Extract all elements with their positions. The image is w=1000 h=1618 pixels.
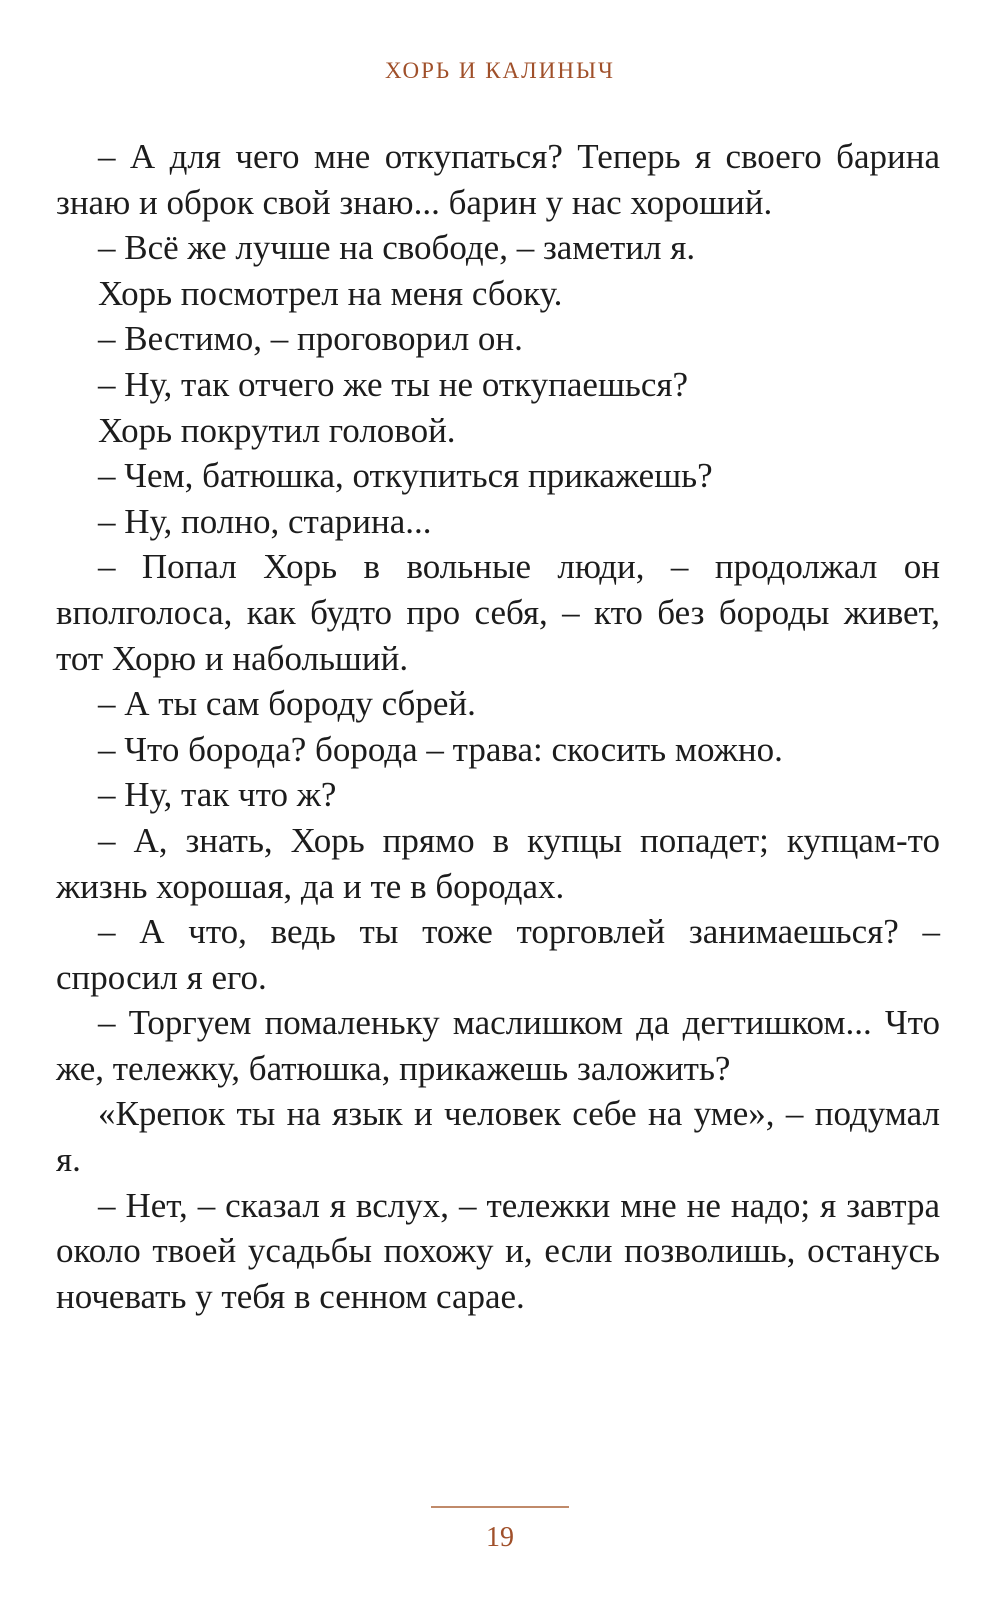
paragraph: – А для чего мне откупаться? Теперь я своего барина знаю и оброк свой знаю... барин у нас хороший. bbox=[56, 137, 940, 222]
paragraph: – Что борода? борода – трава: скосить можно. bbox=[98, 729, 783, 769]
paragraph: Хорь покрутил головой. bbox=[98, 410, 456, 450]
paragraph: – Нет, – сказал я вслух, – тележки мне не надо; я завтра около твоей усадьбы похожу и, если позволишь, останусь ночевать у тебя в сенном сарае. bbox=[56, 1185, 940, 1316]
paragraph: – Ну, полно, старина... bbox=[98, 501, 432, 541]
paragraph: – Чем, батюшка, откупиться прикажешь? bbox=[98, 456, 713, 496]
running-head: ХОРЬ И КАЛИНЫЧ bbox=[385, 58, 615, 83]
paragraph: – А ты сам бороду сбрей. bbox=[98, 684, 476, 724]
paragraph: – Ну, так отчего же ты не откупаешься? bbox=[98, 364, 689, 404]
paragraph: – А что, ведь ты тоже торговлей занимаешься? – спросил я его. bbox=[56, 912, 940, 997]
paragraph: Хорь посмотрел на меня сбоку. bbox=[98, 273, 563, 313]
paragraph: «Крепок ты на язык и человек себе на уме», – подумал я. bbox=[56, 1094, 940, 1180]
paragraph: – Торгуем помаленьку маслишком да дегтишком... Что же, тележку, батюшка, прикажешь заложить? bbox=[56, 1003, 940, 1088]
page-number: 19 bbox=[486, 1522, 514, 1553]
paragraph: – Вестимо, – проговорил он. bbox=[98, 319, 523, 359]
paragraph: – Ну, так что ж? bbox=[98, 775, 337, 815]
paragraph: – Попал Хорь в вольные люди, – продолжал он вполголоса, как будто про себя, – кто без бороды живет, тот Хорю и набольший. bbox=[56, 547, 940, 678]
paragraph: – Всё же лучше на свободе, – заметил я. bbox=[98, 228, 696, 268]
paragraph: – А, знать, Хорь прямо в купцы попадет; купцам-то жизнь хорошая, да и те в бородах. bbox=[56, 820, 940, 906]
footer-rule bbox=[431, 1506, 569, 1508]
body-text bbox=[56, 134, 940, 1319]
